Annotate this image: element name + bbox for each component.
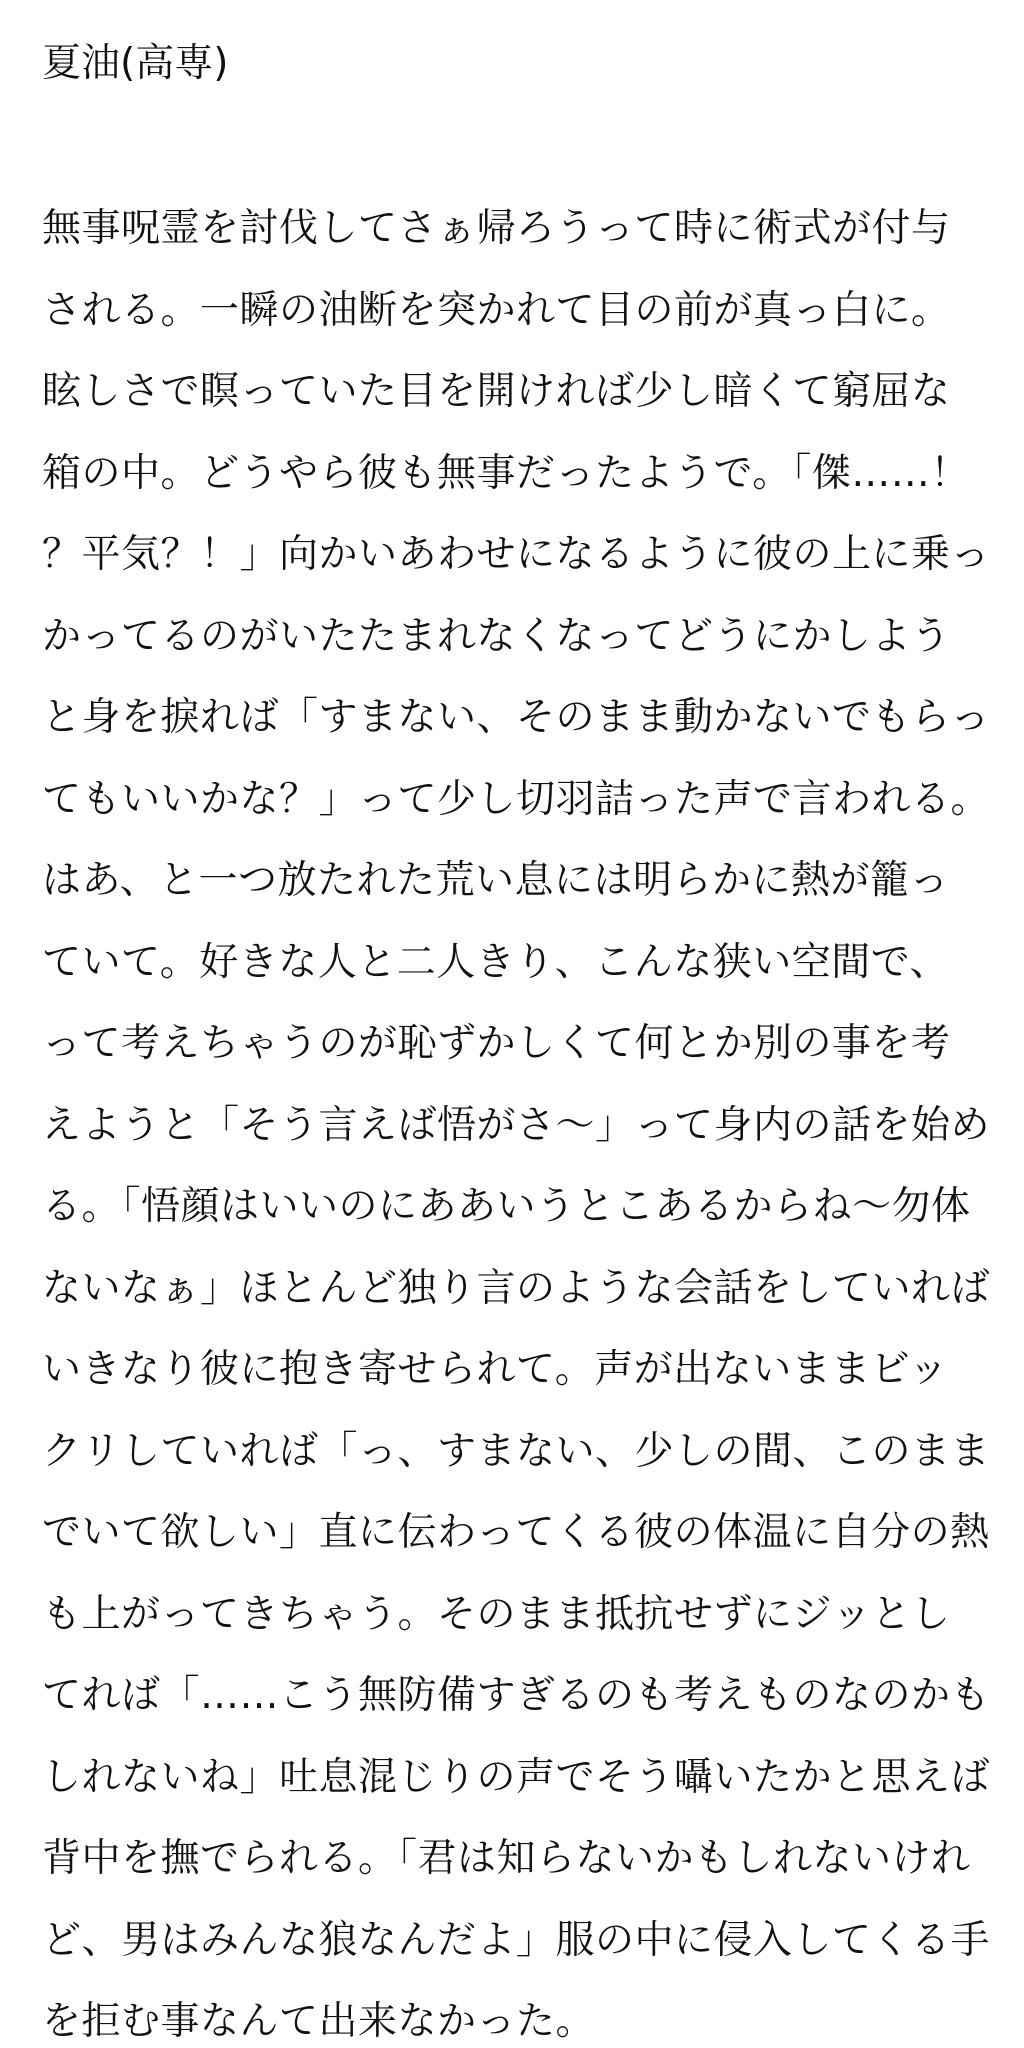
story-line: 箱の中。どうやら彼も無事だったようで。「傑……！ <box>42 450 970 496</box>
story-line: ？平気？！」向かいあわせになるように彼の上に乗っ <box>42 532 991 577</box>
story-line: と身を捩れば「すまない、そのまま動かないでもらっ <box>42 695 991 740</box>
story-line: しれないね」吐息混じりの声でそう囁いたかと思えば <box>42 1754 991 1800</box>
story-line: 背中を撫でられる。「君は知らないかもしれないけれ <box>42 1836 971 1881</box>
story-line: って考えちゃうのが恥ずかしくて何とか別の事を考 <box>42 1021 951 1066</box>
story-line: る。「悟顔はいいのにああいうとこあるからね〜勿体 <box>42 1184 971 1229</box>
story-body <box>42 188 1002 2048</box>
story-line: てれば「……こう無防備すぎるのも考えものなのかも <box>42 1673 991 1718</box>
story-line: えようと「そう言えば悟がさ〜」って身内の話を始め <box>42 1102 991 1148</box>
story-line: クリしていれば「っ、すまない、少しの間、このまま <box>42 1428 991 1474</box>
story-line: かってるのがいたたまれなくなってどうにかしよう <box>42 613 951 659</box>
story-line: てもいいかな？」って少し切羽詰った声で言われる。 <box>42 776 991 822</box>
story-line: ないなぁ」ほとんど独り言のような会話をしていれば <box>42 1265 991 1311</box>
story-line: ど、男はみんな狼なんだよ」服の中に侵入してくる手 <box>42 1917 991 1963</box>
story-line: される。一瞬の油断を突かれて目の前が真っ白に。 <box>42 287 951 333</box>
story-line: を拒む事なんて出来なかった。 <box>42 1999 596 2044</box>
story-line: ていて。好きな人と二人きり、こんな狭い空間で、 <box>42 939 949 985</box>
story-line: でいて欲しい」直に伝わってくる彼の体温に自分の熱 <box>42 1510 990 1555</box>
story-line: も上がってきちゃう。そのまま抵抗せずにジッとし <box>42 1591 951 1637</box>
story-line: 眩しさで瞑っていた目を開ければ少し暗くて窮屈な <box>42 369 951 414</box>
story-line: いきなり彼に抱き寄せられて。声が出ないままビッ <box>42 1347 949 1392</box>
story-title: 夏油(高専) <box>42 41 229 86</box>
story-line: 無事呪霊を討伐してさぁ帰ろうって時に術式が付与 <box>42 206 951 251</box>
story-line: はあ、と一つ放たれた荒い息には明らかに熱が籠っ <box>42 858 949 903</box>
